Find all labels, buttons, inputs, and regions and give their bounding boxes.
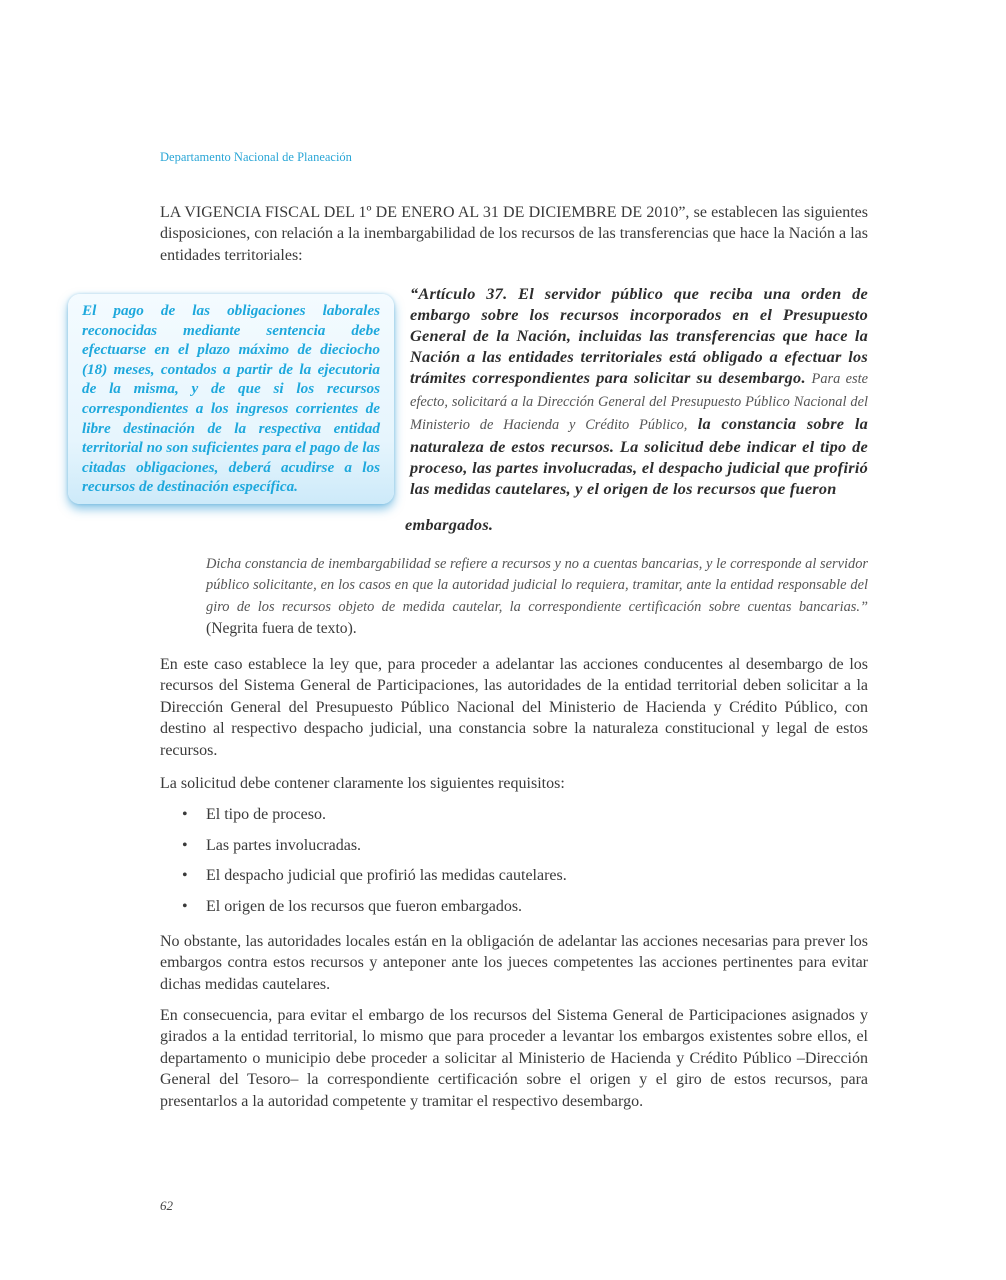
sidebar-callout [68, 294, 394, 504]
block-quote [206, 554, 868, 640]
paragraph-obstante: No obstante, las autoridades locales están en la obligación de adelantar las acciones necesarias para prever los embargos contra estos recursos y anteponer ante los jueces competentes las acciones pertinentes para evitar dichas medidas cautelares. [160, 933, 868, 993]
article-regular-text: Para este efecto, solicitará a la Dirección General del Presupuesto Público Nacional del Ministerio de Hacienda y Crédito Público, [410, 371, 868, 433]
callout-text: El pago de las obligaciones laborales reconocidas mediante sentencia debe efectuarse en el plazo máximo de dieciocho (18) meses, contados a partir de la ejecutoria de la misma, y de que si los recursos correspondientes a los ingresos corrientes de libre destinación de la respectiva entidad territorial no son suficientes para el pago de las citadas obligaciones, deberá acudirse a los recursos de destinación específica. [82, 302, 380, 496]
list-item-text: Las partes involucradas. [206, 836, 362, 854]
article-bold-text-1: “Artículo 37. El servidor público que reciba una orden de embargo sobre los recursos incorporados en el Presupuesto General de la Nación, incluidas las transferencias que hace la Nación a las entidades territoriales está obligado a efectuar los trámites correspondientes para solicitar su desembargo. [410, 284, 868, 387]
bullet-icon: • [182, 867, 188, 884]
quote-text: Dicha constancia de inembargabilidad se refiere a recursos y no a cuentas bancarias, y le corresponde al servidor público solicitante, en los casos en que la autoridad judicial lo requiera, tramitar, ante la entidad responsable del giro de los recursos objeto de medida cautelar, la correspondiente certificación sobre cuentas bancarias.” [206, 556, 868, 615]
running-header: Departamento Nacional de Planeación [160, 150, 352, 164]
list-item-text: El origen de los recursos que fueron embargados. [206, 897, 523, 915]
list-item [182, 895, 567, 926]
bullet-icon: • [182, 836, 188, 854]
intro-paragraph: LA VIGENCIA FISCAL DEL 1º DE ENERO AL 31 DE DICIEMBRE DE 2010”, se establecen las siguientes disposiciones, con relación a la inembargabilidad de los recursos de las transferencias que hace la Nación a las entidades territoriales: [160, 204, 868, 264]
article-37-quote [410, 283, 868, 499]
requirements-list [182, 803, 567, 925]
list-item [182, 803, 567, 834]
page-number: 62 [160, 1198, 173, 1213]
paragraph-solicitud: La solicitud debe contener claramente los siguientes requisitos: [160, 775, 565, 792]
bullet-icon: • [182, 897, 188, 915]
list-item-text: El tipo de proceso. [206, 806, 326, 823]
list-item [182, 834, 567, 865]
article-bold-text-2: la constancia sobre la naturaleza de estos recursos. La solicitud debe indicar el tipo de proceso, las partes involucradas, el despacho judicial que profirió las medidas cautelares, y el origen de los recursos que fueron [410, 414, 868, 498]
article-bold-end: embargados. [405, 515, 494, 534]
bullet-icon: • [182, 806, 188, 823]
quote-note: (Negrita fuera de texto). [206, 619, 357, 637]
paragraph-caso: En este caso establece la ley que, para proceder a adelantar las acciones conducentes al desembargo de los recursos del Sistema General de Participaciones, las autoridades de la entidad territorial deben solicitar a la Dirección General del Presupuesto Público Nacional del Ministerio de Hacienda y Crédito Público, con destino al respectivo despacho judicial, una constancia sobre la naturaleza constitucional y legal de estos recursos. [160, 656, 868, 759]
list-item [182, 864, 567, 895]
list-item-text: El despacho judicial que profirió las medidas cautelares. [206, 867, 567, 884]
paragraph-consecuencia: En consecuencia, para evitar el embargo de los recursos del Sistema General de Participaciones asignados y girados a la entidad territorial, lo mismo que para proceder a levantar los embargos existentes sobre ellos, el departamento o municipio debe proceder a solicitar al Ministerio de Hacienda y Crédito Público –Dirección General del Tesoro– la correspondiente certificación sobre el origen y el giro de estos recursos, para presentarlos a la autoridad competente y tramitar el respectivo desembargo. [160, 1007, 868, 1110]
